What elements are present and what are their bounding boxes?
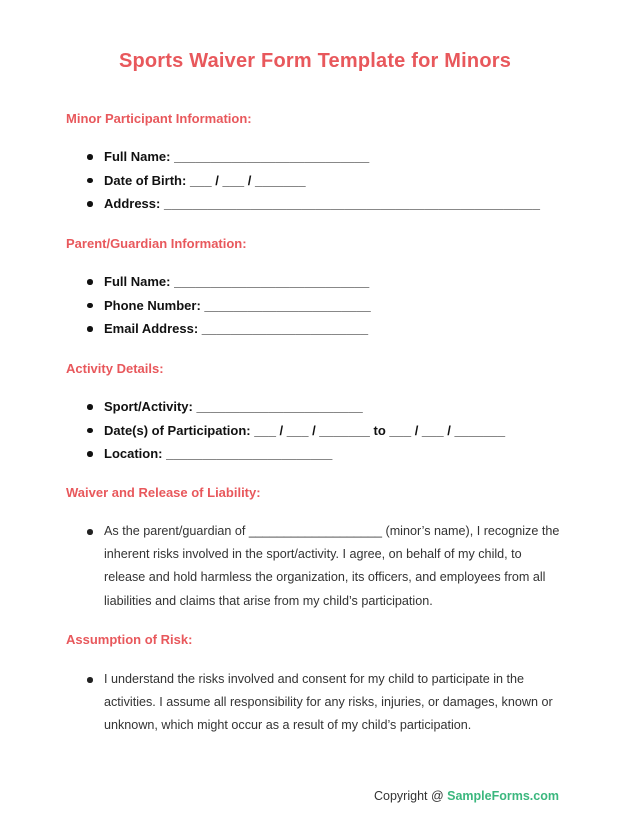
waiver-list (66, 520, 566, 613)
participation-dates-field: Date(s) of Participation: ___ / ___ / _______ to ___ / ___ / _______ (66, 419, 505, 443)
minor-full-name-field: Full Name: ___________________________ (66, 145, 540, 169)
footer-copyright (374, 789, 559, 803)
page-title: Sports Waiver Form Template for Minors (118, 50, 512, 72)
waiver-paragraph: As the parent/guardian of ___________________ (minor’s name), I recognize the inherent risks involved in the sport/activity. I agree, on behalf of my child, to release and hold harmless the organization, its officers, and employees from all liabilities and claims that arise from my child’s participation. (66, 520, 566, 613)
sport-activity-field: Sport/Activity: _______________________ (66, 395, 505, 419)
activity-details-list (66, 395, 505, 466)
activity-details-heading: Activity Details: (66, 361, 164, 376)
risk-list (66, 668, 566, 738)
minor-address-field: Address: ____________________________________________________ (66, 192, 540, 216)
minor-info-heading: Minor Participant Information: (66, 111, 252, 126)
guardian-phone-field: Phone Number: _______________________ (66, 294, 371, 318)
guardian-email-field: Email Address: _______________________ (66, 317, 371, 341)
assumption-of-risk-heading: Assumption of Risk: (66, 632, 193, 647)
guardian-info-list (66, 270, 371, 341)
minor-date-of-birth-field: Date of Birth: ___ / ___ / _______ (66, 169, 540, 193)
brand-logo-text: SampleForms.com (447, 789, 559, 803)
minor-info-list (66, 145, 540, 216)
risk-paragraph: I understand the risks involved and consent for my child to participate in the activities. I assume all responsibility for any risks, injuries, or damages, known or unknown, which might occur as a result of my child’s participation. (66, 668, 566, 738)
copyright-text: Copyright @ (374, 789, 448, 803)
waiver-heading: Waiver and Release of Liability: (66, 485, 261, 500)
guardian-info-heading: Parent/Guardian Information: (66, 236, 247, 251)
guardian-full-name-field: Full Name: ___________________________ (66, 270, 371, 294)
location-field: Location: _______________________ (66, 442, 505, 466)
